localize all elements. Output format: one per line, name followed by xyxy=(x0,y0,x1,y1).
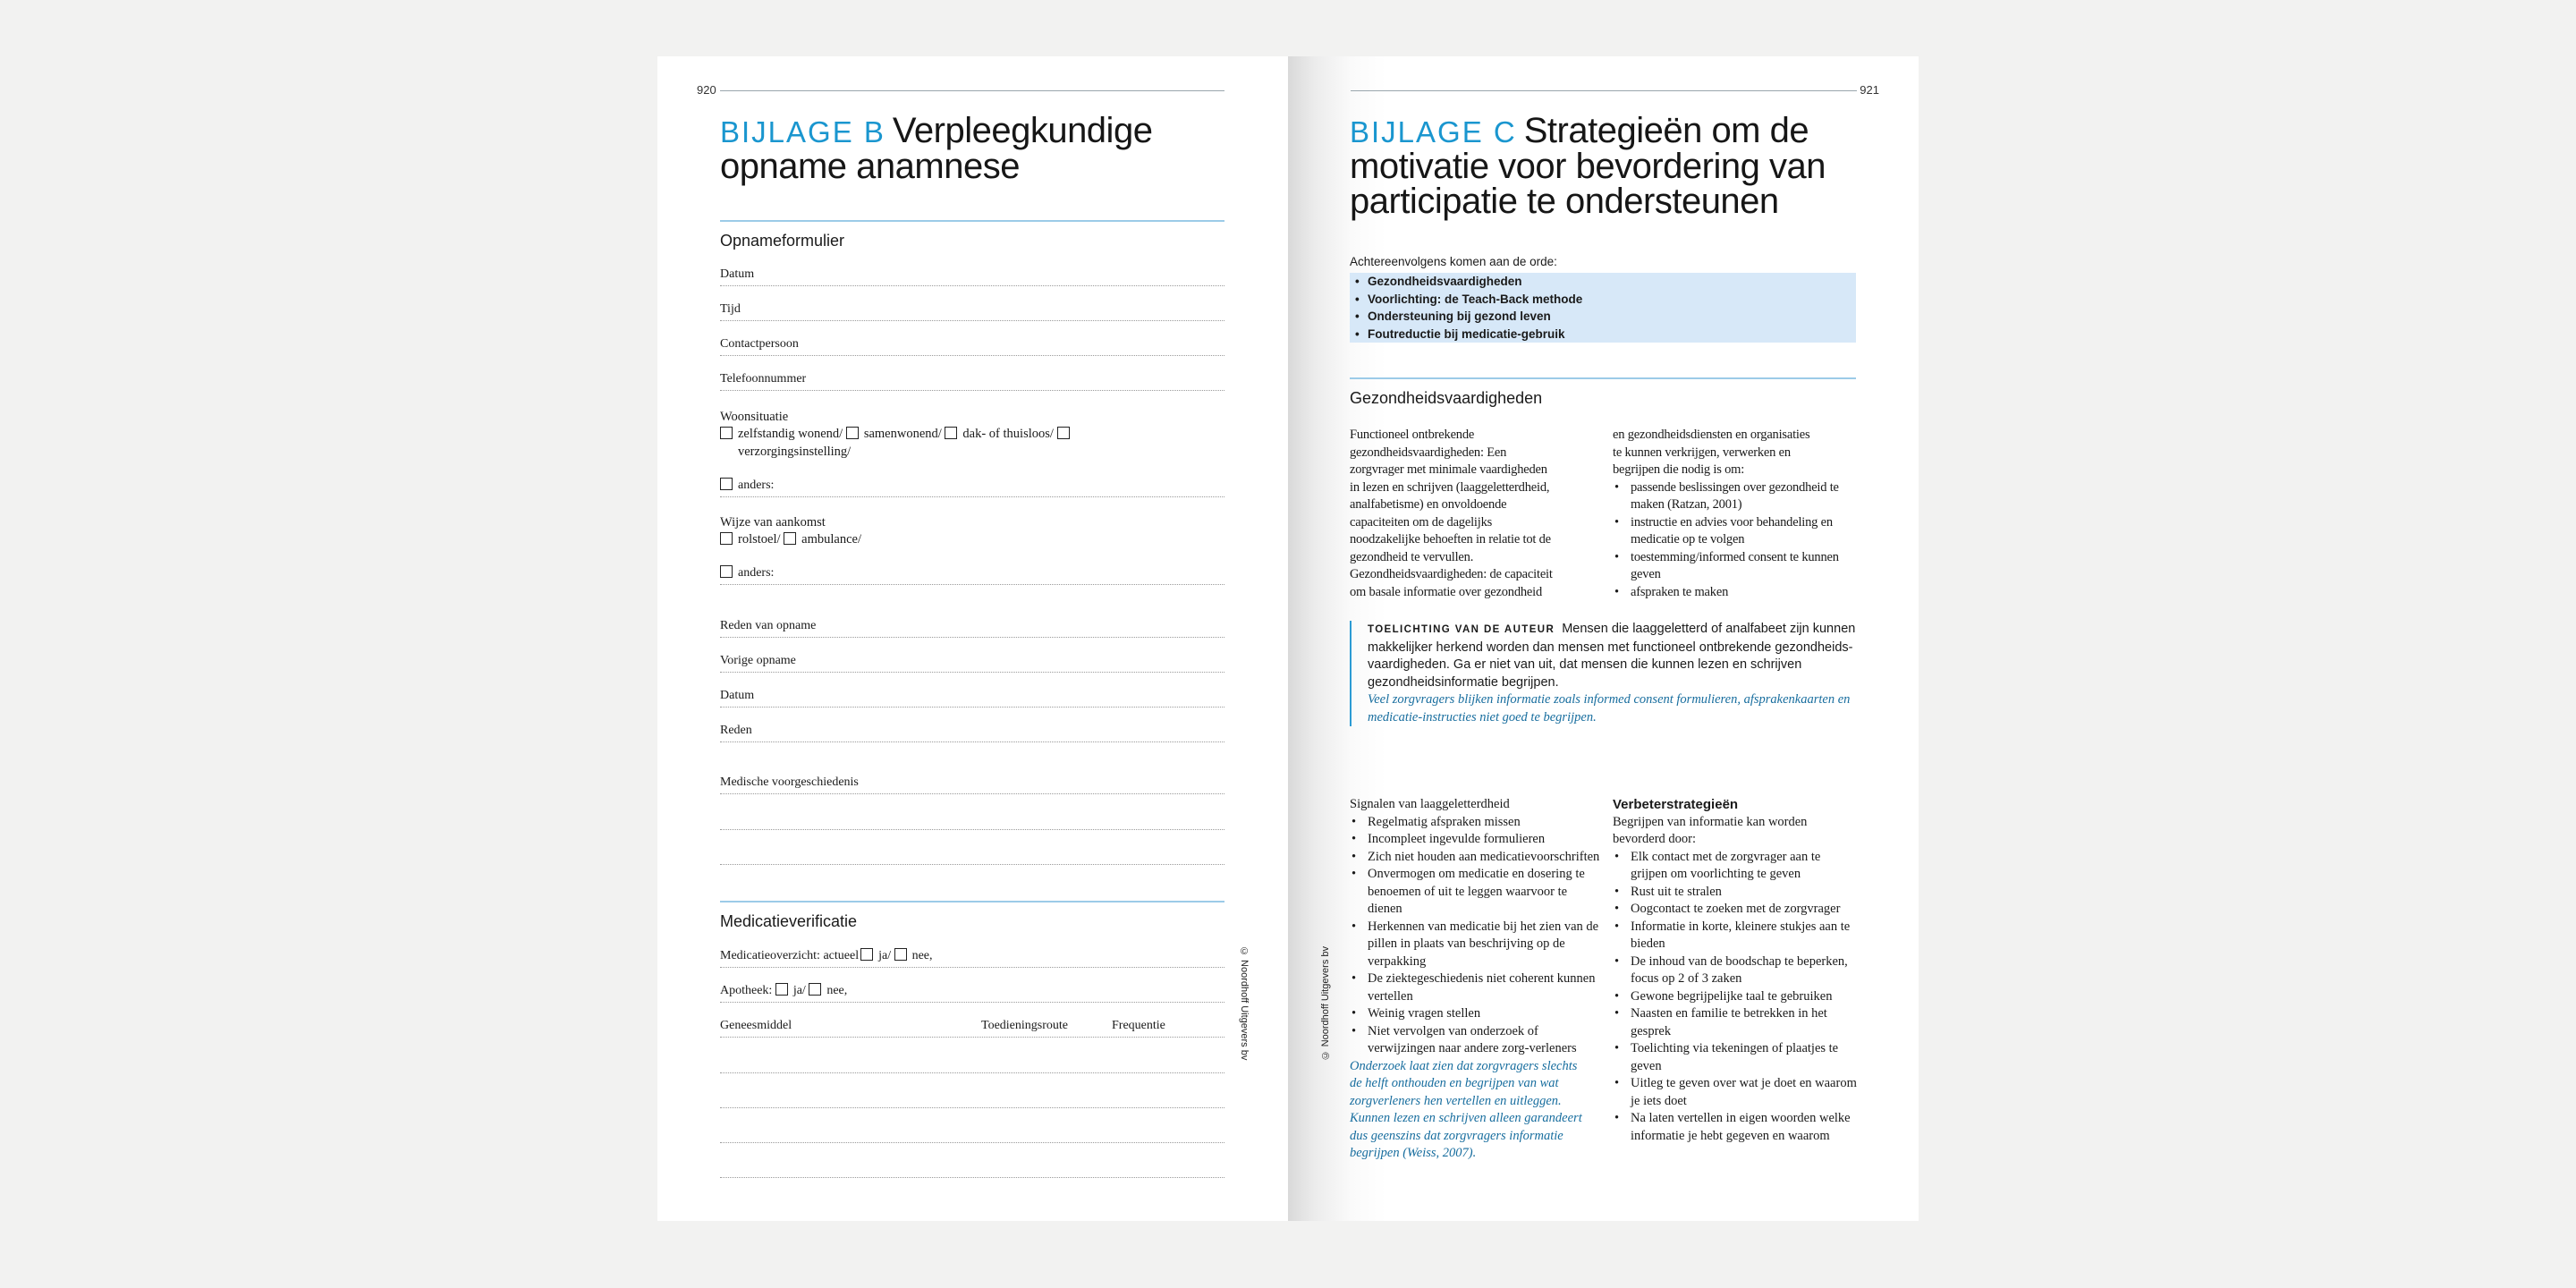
text-line: begrijpen die nodig is om: xyxy=(1613,462,1745,477)
text-line: capaciteiten om de dagelijks xyxy=(1350,514,1493,530)
definition-column-2 xyxy=(1613,427,1859,601)
section-rule xyxy=(720,220,1224,222)
topic-item[interactable]: • Ondersteuning bij gezond leven xyxy=(1350,308,1856,326)
list-item: • Regelmatig afspraken missen xyxy=(1350,814,1605,832)
list-item: • Informatie in korte, kleinere stukjes aan te bieden xyxy=(1613,919,1859,953)
field-label: Vorige opname xyxy=(720,654,796,667)
option-label: samenwonend/ xyxy=(863,427,942,441)
field-label: Datum xyxy=(720,689,755,702)
checkbox[interactable] xyxy=(720,565,733,578)
topics-list xyxy=(1350,273,1856,343)
title-line-3: participatie te ondersteunen xyxy=(1350,182,1779,221)
topic-item[interactable]: • Gezondheidsvaardigheden xyxy=(1350,273,1856,291)
checkbox[interactable] xyxy=(720,532,733,545)
list-item: • Niet vervolgen van onderzoek of verwijzingen naar andere zorg-verleners xyxy=(1350,1023,1605,1058)
signals-title: Signalen van laaggeletterdheid xyxy=(1350,797,1510,811)
field-anders-woon[interactable] xyxy=(720,477,1224,497)
list-item: • passende beslissingen over gezondheid te maken (Ratzan, 2001) xyxy=(1613,479,1859,514)
list-item: • Naasten en familie te betrekken in het gesprek xyxy=(1613,1005,1859,1040)
field-datum-2[interactable] xyxy=(720,687,1224,708)
appendix-tag: BIJLAGE C xyxy=(1350,115,1517,148)
option-label: dak- of thuisloos/ xyxy=(962,427,1054,441)
blank-line[interactable] xyxy=(720,828,1224,830)
copyright-vertical: © Noordhoff Uitgevers bv xyxy=(1320,946,1331,1061)
field-label: Contactpersoon xyxy=(720,337,799,351)
medication-row[interactable] xyxy=(720,1072,1224,1073)
checkbox[interactable] xyxy=(775,983,788,996)
list-item: • Zich niet houden aan medicatievoorschriften xyxy=(1350,849,1605,867)
definition-column-1 xyxy=(1350,427,1605,601)
checkbox[interactable] xyxy=(945,427,957,439)
text-line: Gezondheidsvaardigheden: de capaciteit xyxy=(1350,567,1553,581)
option-label: verzorgingsinstelling/ xyxy=(738,444,852,459)
list-item: • Gewone begrijpelijke taal te gebruiken xyxy=(1613,988,1859,1006)
callout-label: TOELICHTING VAN DE AUTEUR xyxy=(1368,624,1555,635)
text-line: Functioneel ontbrekende xyxy=(1350,428,1475,442)
copyright-vertical: © Noordhoff Uitgevers bv xyxy=(1239,946,1250,1061)
list-item: • Oogcontact te zoeken met de zorgvrager xyxy=(1613,901,1859,919)
medication-row[interactable] xyxy=(720,1141,1224,1143)
field-medicatieoverzicht xyxy=(720,947,1224,968)
field-label-wrap xyxy=(720,478,774,494)
woonsituatie-label: Woonsituatie xyxy=(720,410,789,424)
list-item: • toestemming/informed consent te kunnen geven xyxy=(1613,549,1859,584)
field-label: Medicatieoverzicht: actueel xyxy=(720,949,860,962)
callout-text: Mensen die laaggeletterd of analfabeet zijn kunnen makkelijker herkend worden dan mensen met functioneel ontbrekende gezondheids- vaardigheden. Ga er niet van uit, dat mensen die kunnen lezen en schrijven gezondheidsinformatie begrijpen. xyxy=(1368,622,1856,690)
checkbox[interactable] xyxy=(846,427,859,439)
field-label: Reden van opname xyxy=(720,619,817,632)
text-line: gezondheidsvaardigheden: Een xyxy=(1350,445,1507,460)
top-rule xyxy=(1351,90,1857,91)
purpose-list xyxy=(1613,479,1859,602)
topic-item[interactable]: • Voorlichting: de Teach-Back methode xyxy=(1350,291,1856,309)
field-datum[interactable] xyxy=(720,266,1224,286)
option-label: nee, xyxy=(911,949,933,962)
list-item: • Incompleet ingevulde formulieren xyxy=(1350,831,1605,849)
field-medische-voorgeschiedenis[interactable] xyxy=(720,774,1224,794)
medication-table-header xyxy=(720,1017,1224,1038)
section-rule xyxy=(1350,377,1856,379)
option-label: zelfstandig wonend/ xyxy=(738,427,843,441)
text-line: in lezen en schrijven (laaggeletterdheid, xyxy=(1350,479,1550,495)
strategies-list xyxy=(1613,849,1859,1146)
signals-column xyxy=(1350,796,1605,1163)
field-label: Telefoonnummer xyxy=(720,372,807,386)
field-label: Tijd xyxy=(720,302,741,316)
checkbox[interactable] xyxy=(784,532,796,545)
list-item: • De ziektegeschiedenis niet coherent kunnen vertellen xyxy=(1350,970,1605,1005)
field-contactpersoon[interactable] xyxy=(720,335,1224,356)
field-label: anders: xyxy=(738,566,775,580)
wijze-label: Wijze van aankomst xyxy=(720,515,826,530)
field-label-wrap xyxy=(720,565,774,581)
top-rule xyxy=(720,90,1224,91)
page-number: 921 xyxy=(1860,83,1879,97)
text-line: te kunnen verkrijgen, verwerken en xyxy=(1613,445,1791,460)
left-page xyxy=(657,56,1288,1221)
medication-row[interactable] xyxy=(720,1176,1224,1178)
right-page xyxy=(1288,56,1919,1221)
option-label: ambulance/ xyxy=(801,532,861,547)
list-item: • afspraken te maken xyxy=(1613,584,1859,602)
field-anders-wijze[interactable] xyxy=(720,564,1224,585)
list-item: • Weinig vragen stellen xyxy=(1350,1005,1605,1023)
text-line: analfabetisme) en onvoldoende xyxy=(1350,497,1507,512)
blank-line[interactable] xyxy=(720,863,1224,865)
text-line: noodzakelijke behoeften in relatie tot de xyxy=(1350,532,1551,547)
section-rule xyxy=(720,901,1224,902)
text-line: gezondheid te vervullen. xyxy=(1350,549,1474,564)
strategies-intro: Begrijpen van informatie kan worden bevorderd door: xyxy=(1613,814,1808,846)
field-reden-opname[interactable] xyxy=(720,617,1224,638)
checkbox[interactable] xyxy=(894,948,907,961)
author-callout xyxy=(1350,621,1868,726)
list-item: • Na laten vertellen in eigen woorden welke informatie je hebt gegeven en waarom xyxy=(1613,1110,1859,1145)
field-label: Datum xyxy=(720,267,755,281)
field-label: anders: xyxy=(738,479,775,492)
signals-italic-note: Onderzoek laat zien dat zorgvragers slechts de helft onthouden en begrijpen van wat zorgverleners hen vertellen en uitleggen. Kunnen lezen en schrijven alleen garandeert dus geenszins dat zorgvragers informatie begrijpen (Weiss, 2007). xyxy=(1350,1058,1582,1160)
list-item: • Rust uit te stralen xyxy=(1613,884,1859,902)
intro-text: Achtereenvolgens komen aan de orde: xyxy=(1350,255,1557,268)
text-line: om basale informatie over gezondheid xyxy=(1350,584,1543,599)
option-label: ja/ xyxy=(792,984,806,997)
field-apotheek xyxy=(720,982,1224,1003)
option-label: nee, xyxy=(826,984,848,997)
list-item: • De inhoud van de boodschap te beperken, focus op 2 of 3 zaken xyxy=(1613,953,1859,988)
field-reden[interactable] xyxy=(720,722,1224,742)
list-item: • Onvermogen om medicatie en dosering te benoemen of uit te leggen waarvoor te dienen xyxy=(1350,866,1605,919)
section-title-opnameformulier: Opnameformulier xyxy=(720,232,845,250)
checkbox[interactable] xyxy=(860,948,873,961)
checkbox[interactable] xyxy=(720,427,733,439)
field-label-wrap xyxy=(720,948,933,964)
section-title-gezondheidsvaardigheden: Gezondheidsvaardigheden xyxy=(1350,389,1543,407)
field-vorige-opname[interactable] xyxy=(720,652,1224,673)
list-item: • Uitleg te geven over wat je doet en waarom je iets doet xyxy=(1613,1075,1859,1110)
medication-row[interactable] xyxy=(720,1106,1224,1108)
field-label-wrap xyxy=(720,983,847,999)
title-line-2: motivatie voor bevordering van xyxy=(1350,147,1826,186)
option-label: rolstoel/ xyxy=(738,532,781,547)
woonsituatie-options xyxy=(720,426,1224,461)
topic-item[interactable]: • Foutreductie bij medicatie-gebruik xyxy=(1350,326,1856,343)
title-line-2: opname anamnese xyxy=(720,147,1020,186)
field-label: Medische voorgeschiedenis xyxy=(720,775,859,789)
strategies-title: Verbeterstrategieën xyxy=(1613,797,1739,812)
title-line-1: Verpleegkundige xyxy=(892,111,1153,150)
option-label: ja/ xyxy=(878,949,892,962)
column-header-geneesmiddel: Geneesmiddel xyxy=(720,1019,792,1032)
callout-italic: Veel zorgvragers blijken informatie zoals informed consent formulieren, afsprakenkaarten en medicatie-instructies niet goed te begrijpen. xyxy=(1368,692,1851,724)
section-title-medicatieverificatie: Medicatieverificatie xyxy=(720,912,858,930)
wijze-options xyxy=(720,531,861,549)
page-title xyxy=(1350,111,1826,221)
checkbox[interactable] xyxy=(720,478,733,490)
field-tijd[interactable] xyxy=(720,301,1224,321)
title-line-1: Strategieën om de xyxy=(1523,111,1809,150)
list-item: • Herkennen van medicatie bij het zien van de pillen in plaats van beschrijving op de verpakking xyxy=(1350,919,1605,971)
field-label: Apotheek: xyxy=(720,984,773,997)
checkbox[interactable] xyxy=(809,983,821,996)
list-item: • instructie en advies voor behandeling en medicatie op te volgen xyxy=(1613,514,1859,549)
checkbox[interactable] xyxy=(1057,427,1070,439)
appendix-tag: BIJLAGE B xyxy=(720,115,886,148)
page-title xyxy=(720,111,1153,186)
column-header-frequentie: Frequentie xyxy=(1112,1019,1165,1032)
text-line: en gezondheidsdiensten en organisaties xyxy=(1613,428,1810,442)
page-number: 920 xyxy=(697,83,716,97)
list-item: • Toelichting via tekeningen of plaatjes te geven xyxy=(1613,1040,1859,1075)
list-item: • Elk contact met de zorgvrager aan te grijpen om voorlichting te geven xyxy=(1613,849,1859,884)
strategies-column xyxy=(1613,796,1859,1145)
field-label: Reden xyxy=(720,724,752,737)
column-header-toedieningsroute: Toedieningsroute xyxy=(981,1019,1068,1032)
signals-list xyxy=(1350,814,1605,1058)
field-telefoonnummer[interactable] xyxy=(720,370,1224,391)
text-line: zorgvrager met minimale vaardigheden xyxy=(1350,462,1547,477)
